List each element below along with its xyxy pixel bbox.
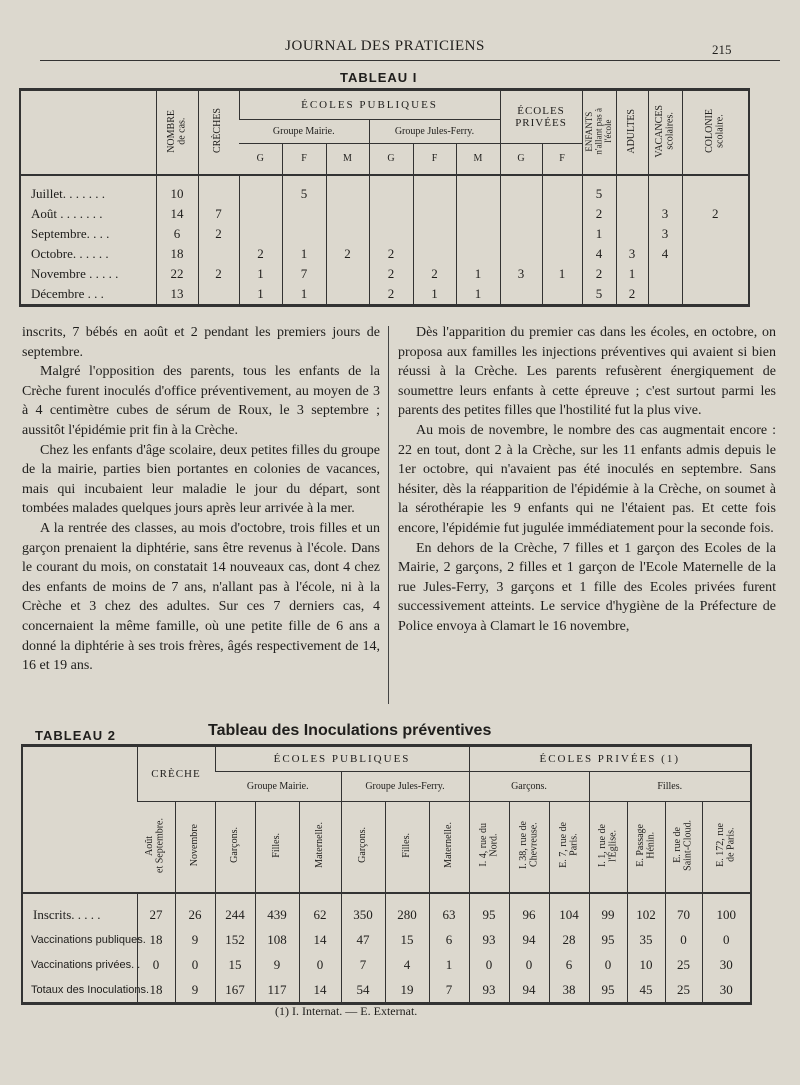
- table1-cell: 7: [198, 204, 239, 224]
- table1-cell: [326, 224, 369, 244]
- table1-cell: [413, 204, 456, 224]
- table1-cell: [413, 184, 456, 204]
- table1-cell: [369, 224, 413, 244]
- table1-cell: 1: [239, 284, 282, 304]
- table2-col-header: Garçons.: [356, 827, 368, 864]
- table1-cell: 1: [282, 244, 326, 264]
- table1-cell: [456, 244, 500, 264]
- table2-footnote: (1) I. Internat. — E. Externat.: [275, 1004, 418, 1018]
- table2-cell: 14: [299, 927, 341, 952]
- table2-cell: 26: [175, 902, 215, 927]
- table2-col-header: Novembre: [188, 824, 200, 867]
- table2-col-header: Maternelle.: [313, 822, 325, 869]
- table1-cell: 2: [369, 264, 413, 284]
- table2-cell: 9: [175, 927, 215, 952]
- table2-cell: 30: [702, 977, 750, 1002]
- table2-cell: 25: [665, 952, 702, 977]
- table1-cell: [616, 204, 648, 224]
- table1-cell: 3: [500, 264, 542, 284]
- table2-cell: 1: [429, 952, 469, 977]
- table1-cell: [456, 204, 500, 224]
- table2-cell: 244: [215, 902, 255, 927]
- table1-cell: 2: [616, 284, 648, 304]
- table2-cell: 0: [589, 952, 627, 977]
- table1-cell: 5: [582, 184, 616, 204]
- table2-cell: 45: [627, 977, 665, 1002]
- table1-cell: 4: [648, 244, 682, 264]
- table2-cell: 38: [549, 977, 589, 1002]
- table1-corner: [21, 91, 156, 175]
- table1-cell: 2: [582, 264, 616, 284]
- table1-col-adultes: ADULTES: [625, 108, 637, 154]
- table1-sub-f: F: [413, 143, 456, 175]
- table1-cell: [648, 264, 682, 284]
- table2-cell: 70: [665, 902, 702, 927]
- table1-group-privees: ÉCOLES PRIVÉES: [500, 91, 582, 143]
- table2-cell: 27: [137, 902, 175, 927]
- table1-cell: 5: [282, 184, 326, 204]
- table1-row-label: Novembre . . . . .: [31, 266, 119, 281]
- table2-row-label: Vaccinations publiques.: [31, 933, 146, 946]
- table2-cell: 104: [549, 902, 589, 927]
- table2-cell: 4: [385, 952, 429, 977]
- table2-group-filles: Filles.: [589, 771, 750, 801]
- table1-cell: [500, 184, 542, 204]
- table1-cell: 1: [616, 264, 648, 284]
- table1-cell: [413, 224, 456, 244]
- table2-group-garcons: Garçons.: [469, 771, 589, 801]
- table2-cell: 6: [429, 927, 469, 952]
- table2-cell: 0: [509, 952, 549, 977]
- table1-cell: 2: [413, 264, 456, 284]
- table1-cell: 2: [239, 244, 282, 264]
- table2-cell: 95: [469, 902, 509, 927]
- table1-sub-g: G: [369, 143, 413, 175]
- table2-cell: 0: [469, 952, 509, 977]
- table2-cell: 9: [175, 977, 215, 1002]
- table1-sub-m: M: [456, 143, 500, 175]
- table1-cell: 2: [326, 244, 369, 264]
- table1-row: [21, 204, 748, 224]
- table2-group-creche: CRÈCHE: [137, 747, 215, 801]
- table1-cell: 1: [542, 264, 582, 284]
- table2-col-header: Garçons.: [228, 827, 240, 864]
- table1-row: [21, 184, 748, 204]
- table1-row: [21, 284, 748, 304]
- page-number: 215: [712, 42, 732, 57]
- table2-cell: 62: [299, 902, 341, 927]
- table1-row: [21, 264, 748, 284]
- table1-row-label: Septembre. . . .: [31, 226, 110, 241]
- table2-row-label: Vaccinations privées. .: [31, 958, 141, 971]
- table2-cell: 167: [215, 977, 255, 1002]
- table1-cell: 2: [682, 204, 748, 224]
- table2-corner: [23, 747, 137, 893]
- table2-col-header: I. 1, rue de l'Église.: [596, 823, 618, 867]
- table2-cell: 117: [255, 977, 299, 1002]
- table1-group-publiques: ÉCOLES PUBLIQUES: [239, 91, 500, 119]
- table2-row: [23, 977, 750, 1002]
- table2-cell: 0: [702, 927, 750, 952]
- table1-cell: 2: [198, 224, 239, 244]
- table1-cell: 2: [369, 284, 413, 304]
- table2-cell: 280: [385, 902, 429, 927]
- table2-col-header: E. 7, rue de Paris.: [557, 822, 579, 869]
- table2-col-header: Août et Septembre.: [144, 817, 166, 873]
- table1-cell: [369, 204, 413, 224]
- table1-cell: [239, 184, 282, 204]
- table2-cell: 7: [429, 977, 469, 1002]
- table1-cell: [542, 244, 582, 264]
- table1-sub-m: M: [326, 143, 369, 175]
- header-rule: [40, 60, 780, 61]
- table2-cell: 439: [255, 902, 299, 927]
- table2-col-header: Filles.: [400, 832, 412, 858]
- table2-cell: 14: [299, 977, 341, 1002]
- table1-cell: [198, 244, 239, 264]
- table2-group-ferry: Groupe Jules-Ferry.: [341, 771, 469, 801]
- table1-cell: [198, 284, 239, 304]
- table1-cell: [542, 284, 582, 304]
- table2-cell: 99: [589, 902, 627, 927]
- table2-col-header: I. 4, rue du Nord.: [477, 823, 499, 868]
- left-paragraph: inscrits, 7 bébés en août et 2 pendant les premiers jours de septembre.: [22, 325, 380, 360]
- table1-cell: 2: [582, 204, 616, 224]
- table1-cell: 14: [156, 204, 198, 224]
- table2-label: TABLEAU 2: [35, 728, 116, 743]
- table1-cell: [616, 184, 648, 204]
- table1-cell: 3: [648, 204, 682, 224]
- table1-cell: [648, 184, 682, 204]
- table1-cell: [682, 264, 748, 284]
- table1-cell: [282, 204, 326, 224]
- table1-cell: [542, 184, 582, 204]
- table2-cell: 350: [341, 902, 385, 927]
- table2-row: [23, 927, 750, 952]
- table1-cell: [369, 184, 413, 204]
- right-paragraph: En dehors de la Crèche, 7 filles et 1 garçon des Ecoles de la Mairie, 2 garçons, 2 filles et 1 garçon de l'Ecole Maternelle de la rue Jules-Ferry, 3 garçons et 1 fille des Ecoles privées furent successivement atteints. Le service d'hygiène de la Préfecture de Police envoya à Clamart le 16 novembre,: [398, 540, 776, 634]
- table2-title: Tableau des Inoculations préventives: [208, 722, 492, 739]
- table2-row-label: Totaux des Inoculations.: [31, 983, 150, 996]
- table2-row-label: Inscrits. . . . .: [33, 906, 101, 922]
- table2-cell: 0: [665, 927, 702, 952]
- table2-cell: 96: [509, 902, 549, 927]
- table2-cell: 95: [589, 927, 627, 952]
- table1-cell: 5: [582, 284, 616, 304]
- table2-col-header: E. rue de Saint-Cloud.: [672, 819, 694, 871]
- table1-cell: [500, 224, 542, 244]
- table1-group-mairie: Groupe Mairie.: [239, 119, 369, 143]
- table2-cell: 100: [702, 902, 750, 927]
- table1-cell: [500, 244, 542, 264]
- table1-col-vacances: VACANCES scolaires.: [653, 104, 675, 158]
- table1-cell: 2: [198, 264, 239, 284]
- table1-row-label: Octobre. . . . . .: [31, 246, 109, 261]
- table2-cell: 93: [469, 927, 509, 952]
- table2-cell: 0: [175, 952, 215, 977]
- table1-col-nombre: NOMBRE de cas.: [165, 109, 187, 153]
- table1-cell: [456, 184, 500, 204]
- table1-cell: [682, 284, 748, 304]
- table2-col-header: E. 172, rue de Paris.: [714, 823, 737, 868]
- table1-cell: 7: [282, 264, 326, 284]
- table1-cell: 6: [156, 224, 198, 244]
- table1-cell: [648, 284, 682, 304]
- table2-col-header: Filles.: [270, 832, 282, 858]
- table1-cell: [456, 224, 500, 244]
- table1-row-label: Août . . . . . . .: [31, 206, 103, 221]
- table1-cell: 2: [369, 244, 413, 264]
- table1-col-creches: CRÈCHES: [212, 108, 224, 154]
- table1-cell: 3: [648, 224, 682, 244]
- table1-row-label: Juillet. . . . . . .: [31, 186, 106, 201]
- table2-cell: 6: [549, 952, 589, 977]
- table2-cell: 19: [385, 977, 429, 1002]
- table2-group-mairie: Groupe Mairie.: [215, 771, 341, 801]
- table2-cell: 18: [137, 977, 175, 1002]
- table2-cell: 54: [341, 977, 385, 1002]
- left-paragraph: A la rentrée des classes, au mois d'octobre, trois filles et un garçon prenaient la diphtérie, sans être revenus à l'école. Dans le courant du mois, on constatait 14 nouveaux cas, dont 4 chez des enfants de moins de 7 ans, n'allant pas à l'école, ni à la Crèche et 3 chez des adultes. Sur ces 7 derniers cas, 4 concernaient la même famille, où une petite fille de 6 ans a donné la diphtérie à ses trois frères, âgés respectivement de 14, 16 et 19 ans.: [22, 520, 380, 674]
- table2-cell: 0: [299, 952, 341, 977]
- table2-cell: 63: [429, 902, 469, 927]
- table1-cell: [542, 224, 582, 244]
- table1-row: [21, 244, 748, 264]
- right-text-column: [398, 323, 776, 637]
- table1-label: TABLEAU I: [340, 70, 418, 85]
- page-header-title: JOURNAL DES PRATICIENS: [285, 38, 485, 54]
- table2-group-privees: ÉCOLES PRIVÉES (1): [469, 747, 750, 771]
- table1-cell: 1: [456, 264, 500, 284]
- table2-cell: 15: [385, 927, 429, 952]
- table1-cell: [500, 204, 542, 224]
- table2-cell: 94: [509, 927, 549, 952]
- table2-cell: 47: [341, 927, 385, 952]
- table1-cell: [326, 184, 369, 204]
- table2-cell: 7: [341, 952, 385, 977]
- table2-row: [23, 902, 750, 927]
- table1-cell: 1: [582, 224, 616, 244]
- table1-sub-g: G: [500, 143, 542, 175]
- table2-cell: 15: [215, 952, 255, 977]
- table1-cell: 1: [282, 284, 326, 304]
- table2-cell: 35: [627, 927, 665, 952]
- table1-cell: 18: [156, 244, 198, 264]
- right-paragraph: Au mois de novembre, le nombre des cas augmentait encore : 22 en tout, dont 2 à la Crèche, sur les 11 enfants admis depuis le 1er octobre, qui n'avaient pas été inoculés en septembre. Sans hésiter, dès la réapparition de l'épidémie à la Crèche, on soumet à la sérothérapie les 9 enfants qui ne l'étaient pas. Et cette fois encore, l'épidémie fut jugulée immédiatement pour la seconde fois.: [398, 422, 776, 536]
- left-paragraph: Chez les enfants d'âge scolaire, deux petites filles du groupe de la mairie, parties bien portantes en colonies de vacances, mais qui incubaient leur maladie le jour du départ, sont tombées malades quelques jours après leur arrivée à la mer.: [22, 442, 380, 517]
- table2-row: [23, 952, 750, 977]
- table2-cell: 94: [509, 977, 549, 1002]
- table2-col-header: I. 38, rue de Chevreuse.: [517, 821, 539, 870]
- table1-cell: 10: [156, 184, 198, 204]
- table1-cell: [682, 224, 748, 244]
- table1-sub-g: G: [256, 153, 264, 165]
- table1-cell: [239, 224, 282, 244]
- table2-cell: 108: [255, 927, 299, 952]
- table1-cell: 1: [239, 264, 282, 284]
- table1-row: [21, 224, 748, 244]
- table2-group-publiques: ÉCOLES PUBLIQUES: [215, 747, 469, 771]
- table2-cell: 152: [215, 927, 255, 952]
- table1-cell: [616, 224, 648, 244]
- table1-cell: 1: [413, 284, 456, 304]
- table1-cell: 22: [156, 264, 198, 284]
- table1-cell: [326, 204, 369, 224]
- table1-cell: 3: [616, 244, 648, 264]
- table2-cell: 10: [627, 952, 665, 977]
- table1-cell: [198, 184, 239, 204]
- table2-cell: 30: [702, 952, 750, 977]
- left-text-column: [22, 323, 380, 676]
- table2-cell: 28: [549, 927, 589, 952]
- table1-row-label: Décembre . . .: [31, 286, 104, 301]
- left-paragraph: Malgré l'opposition des parents, tous les enfants de la Crèche furent inoculés d'office préventivement, au moyen de 3 à 4 centimètre cubes de sérum de Roux, le 3 septembre ; aussitôt l'épidémie prit fin à la Crèche.: [22, 364, 380, 438]
- table1-sub-f: F: [542, 143, 582, 175]
- table1-col-enfants: ENFANTS n'allant pas à l'école: [583, 107, 613, 155]
- table1-col-colonie: COLONIE scolaire.: [703, 109, 726, 153]
- table1-cell: 1: [456, 284, 500, 304]
- right-paragraph: Dès l'apparition du premier cas dans les écoles, en octobre, on proposa aux familles les injections préventives qui avaient si bien réussi à la Crèche. Les parents refusèrent énergiquement de soumettre leurs enfants à cette épreuve ; c'est surtout parmi les parents des petites filles que l'hostilité fut la plus vive.: [398, 325, 776, 419]
- table1-cell: [682, 244, 748, 264]
- table1-cell: [682, 184, 748, 204]
- table1-cell: [326, 284, 369, 304]
- table2: [21, 744, 752, 1005]
- table1-cell: [500, 284, 542, 304]
- table1-sub-f: F: [282, 143, 326, 175]
- table2-cell: 0: [137, 952, 175, 977]
- table1-cell: [542, 204, 582, 224]
- table2-cell: 102: [627, 902, 665, 927]
- table2-cell: 95: [589, 977, 627, 1002]
- table1: [19, 88, 750, 307]
- table2-col-header: E. Passage Hénin.: [634, 823, 656, 867]
- table2-cell: 9: [255, 952, 299, 977]
- table1-cell: 13: [156, 284, 198, 304]
- table1-cell: [326, 264, 369, 284]
- table1-cell: 4: [582, 244, 616, 264]
- table1-group-ferry: Groupe Jules-Ferry.: [369, 119, 500, 143]
- table1-cell: [239, 204, 282, 224]
- table2-cell: 25: [665, 977, 702, 1002]
- table1-cell: [282, 224, 326, 244]
- column-divider: [388, 326, 389, 704]
- table2-cell: 18: [137, 927, 175, 952]
- table2-cell: 93: [469, 977, 509, 1002]
- table2-col-header: Maternelle.: [442, 822, 454, 869]
- table1-cell: [413, 244, 456, 264]
